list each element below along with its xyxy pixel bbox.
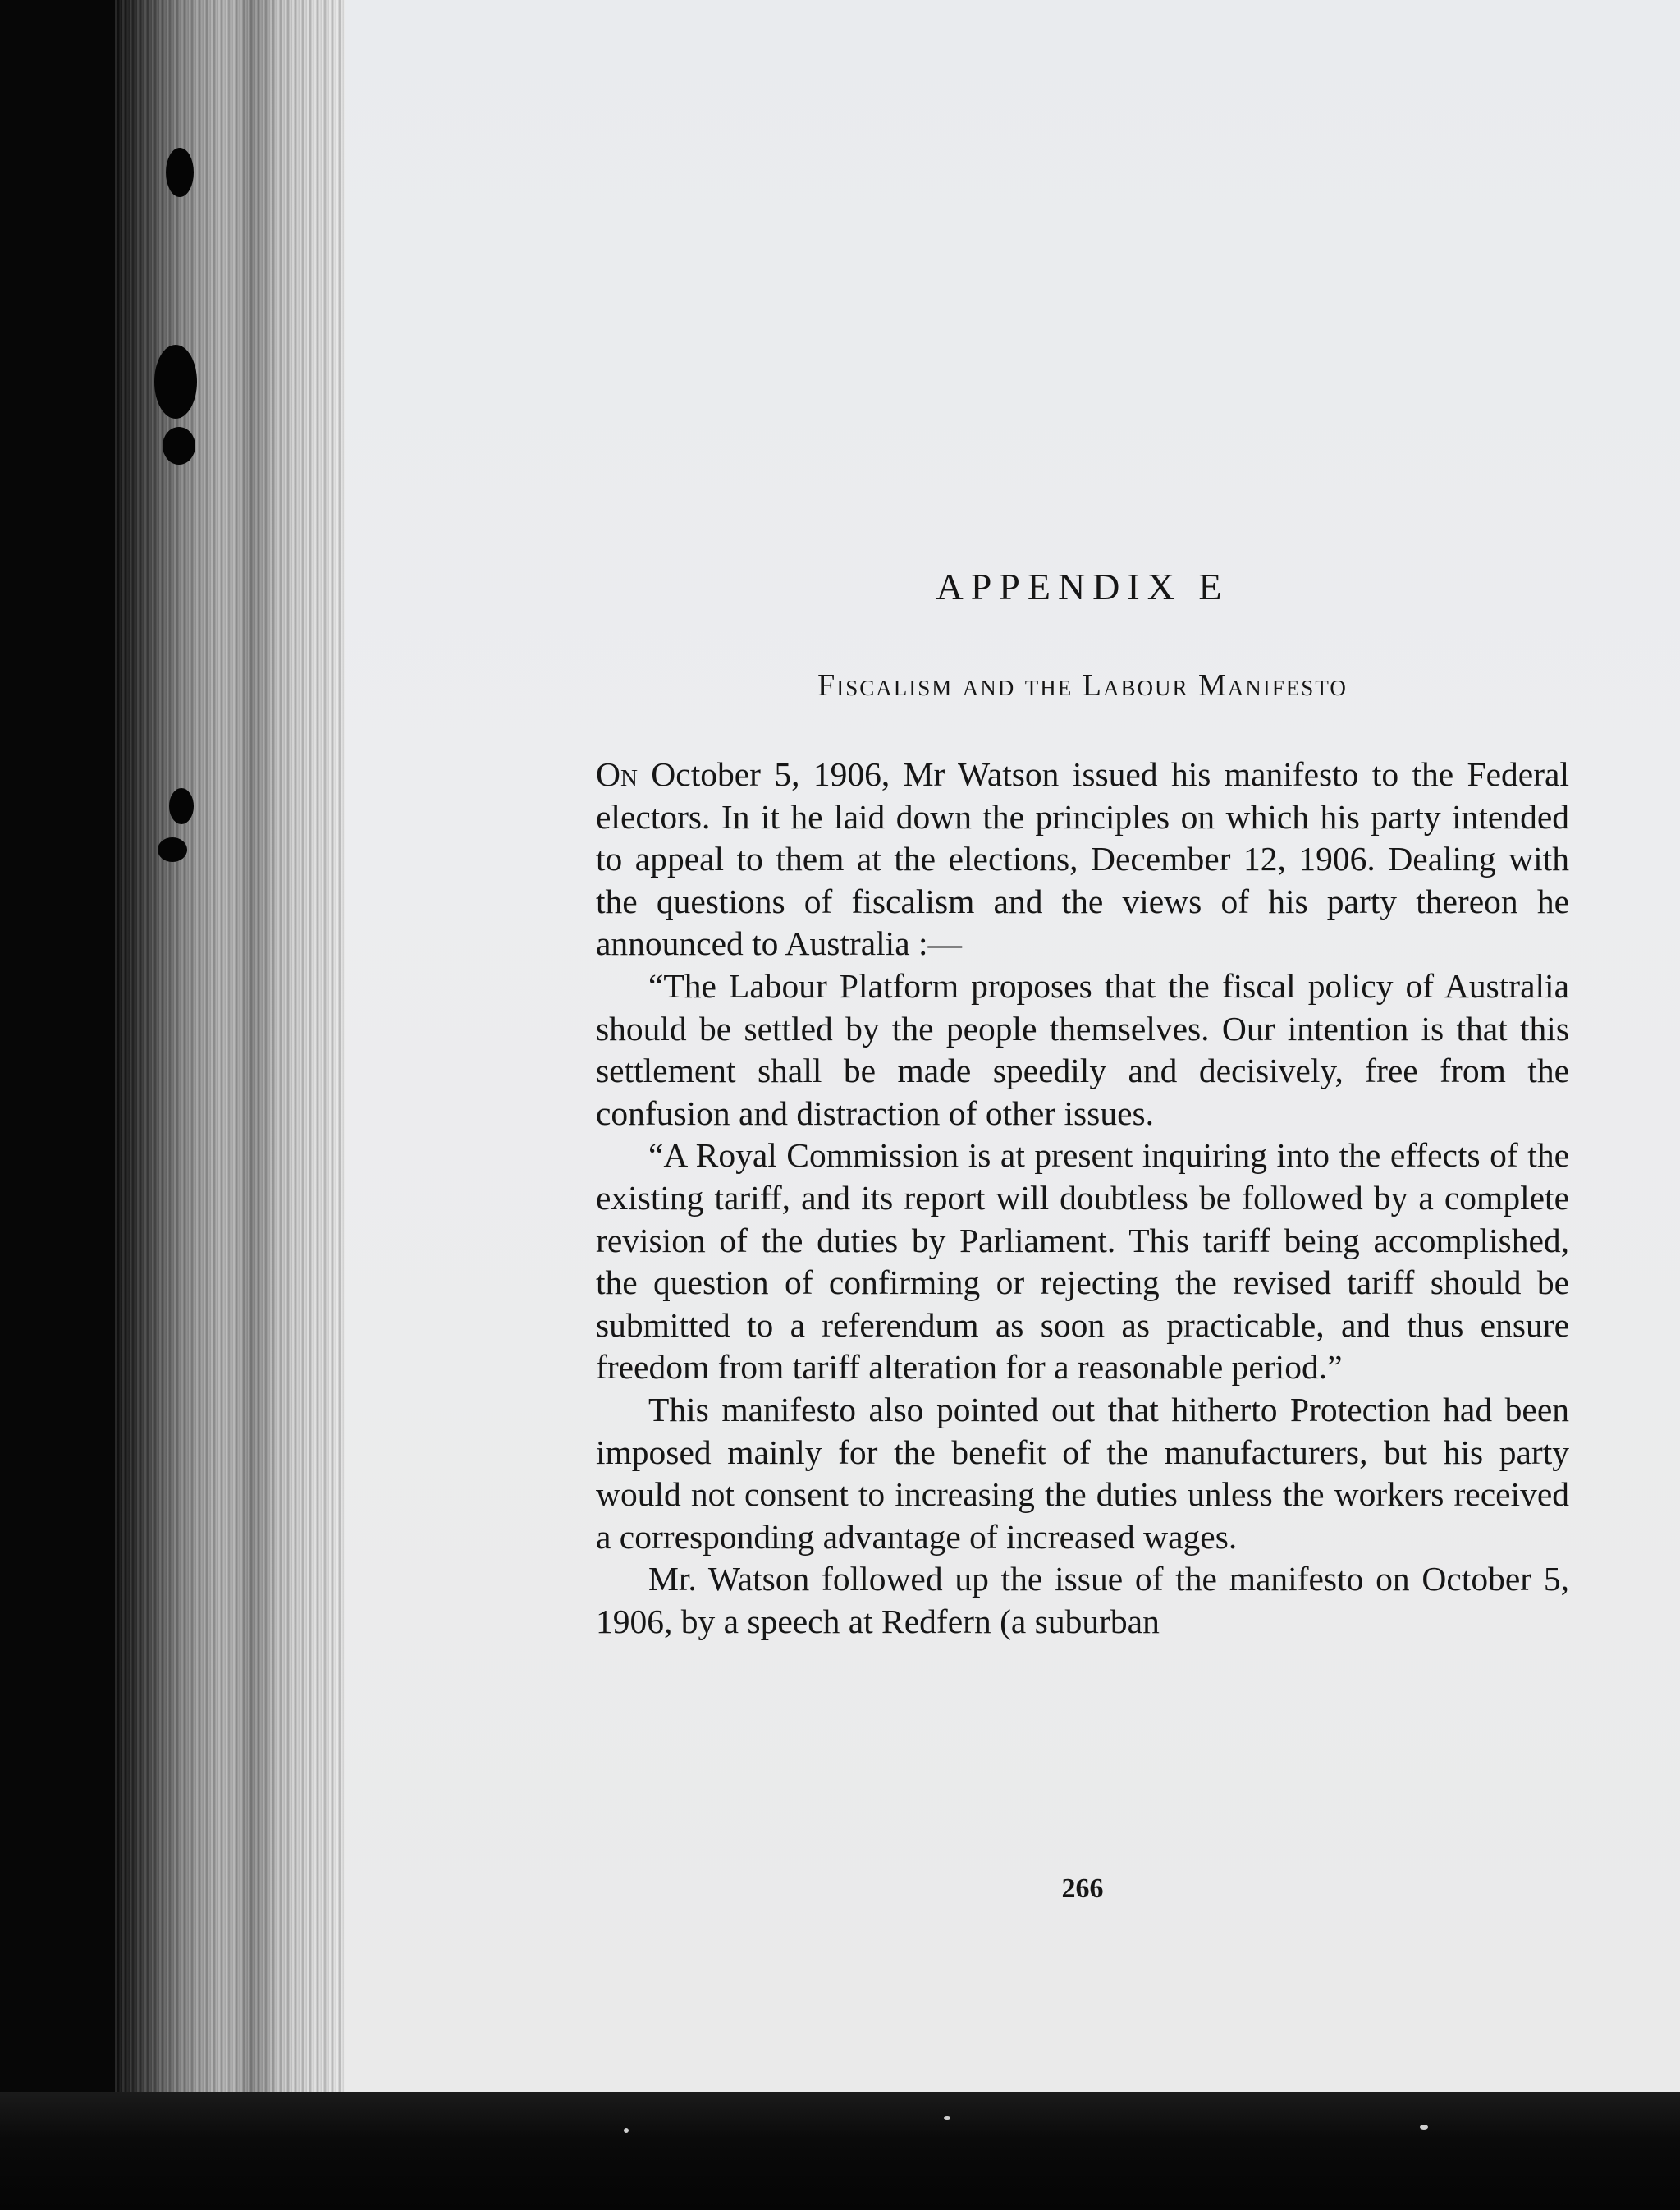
ink-blot <box>158 837 187 862</box>
paragraph-1-text: October 5, 1906, Mr Watson issued his manifesto to the Federal electors. In it he laid down the principles on which his party intended to appeal to them at the elections, December 12, 1906. Dealing with the questions of fiscalism and the views of his party thereon he announced to Australia :— <box>596 755 1569 963</box>
paragraph-3: “A Royal Commission is at present inquiring into the effects of the existing tariff, and its report will doubtless be followed by a complete revision of the duties by Parliament. This tariff being accomplished, the question of confirming or rejecting the revised tariff should be submitted to a referendum as soon as practicable, and thus ensure freedom from tariff alteration for a reasonable period.” <box>596 1136 1569 1387</box>
ink-blot <box>163 427 195 465</box>
bottom-shadow <box>0 2092 1680 2210</box>
left-margin-shadow <box>0 0 123 2210</box>
paragraph-5: Mr. Watson followed up the issue of the manifesto on October 5, 1906, by a speech at Redfern (a suburban <box>596 1560 1569 1640</box>
dust-speck <box>944 2116 950 2120</box>
ink-blot <box>166 148 194 197</box>
page-number: 266 <box>1061 1873 1104 1904</box>
paragraph-2: “The Labour Platform proposes that the fiscal policy of Australia should be settled by the people themselves. Our intention is that this settlement shall be made speedily and decisively, free from the confusion and distraction of other issues. <box>596 966 1569 1132</box>
section-heading: Fiscalism and the Labour Manifesto <box>817 668 1348 703</box>
ink-blot <box>169 788 194 824</box>
paragraph-4: This manifesto also pointed out that hitherto Protection had been imposed mainly for the benefit of the manufacturers, but his party would not consent to increasing the duties unless the workers received a corresponding advantage of increased wages. <box>596 1390 1569 1556</box>
appendix-title: APPENDIX E <box>936 566 1229 608</box>
opening-word: On <box>596 755 638 793</box>
body-text <box>596 754 1569 1643</box>
dust-speck <box>624 2128 629 2133</box>
ink-blot <box>154 345 197 419</box>
paragraph-1 <box>596 754 1569 965</box>
dust-speck <box>1420 2125 1428 2130</box>
book-spine-edge <box>115 0 353 2102</box>
